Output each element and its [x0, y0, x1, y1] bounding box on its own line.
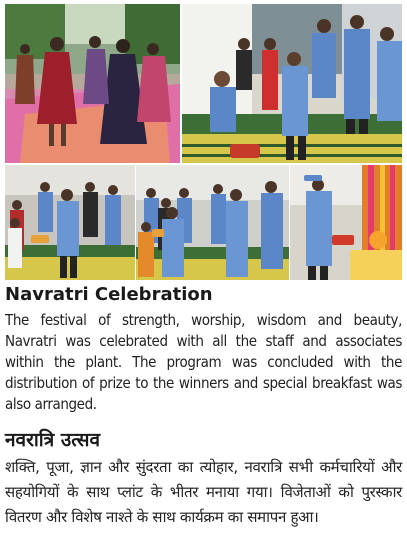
photo-award-handover [136, 165, 289, 280]
photo-prize-distribution [5, 165, 135, 280]
photo-puja-ceremony [290, 165, 402, 280]
photo-dance-group [5, 4, 180, 163]
article-title-hindi: नवरात्रि उत्सव [5, 429, 101, 451]
article-body-hindi: शक्ति, पूजा, ज्ञान और सुंदरता का त्योहार, नवरात्रि सभी कर्मचारियों और सहयोगियों के साथ प्लांट के भीतर मनाया गया। विजेताओं को पुरस्कार वितरण और विशेष नाश्ते के साथ कार्यक्रम का समापन हुआ। [5, 458, 402, 526]
article-body-english: The festival of strength, worship, wisdom and beauty, Navratri was celebrated with all the staff and associates within the plant. The program was concluded with the distribution of prize to the winners and special breakfast was also arranged. [5, 311, 402, 413]
photo-staff-group [182, 4, 402, 163]
article-title-english: Navratri Celebration [5, 284, 213, 305]
